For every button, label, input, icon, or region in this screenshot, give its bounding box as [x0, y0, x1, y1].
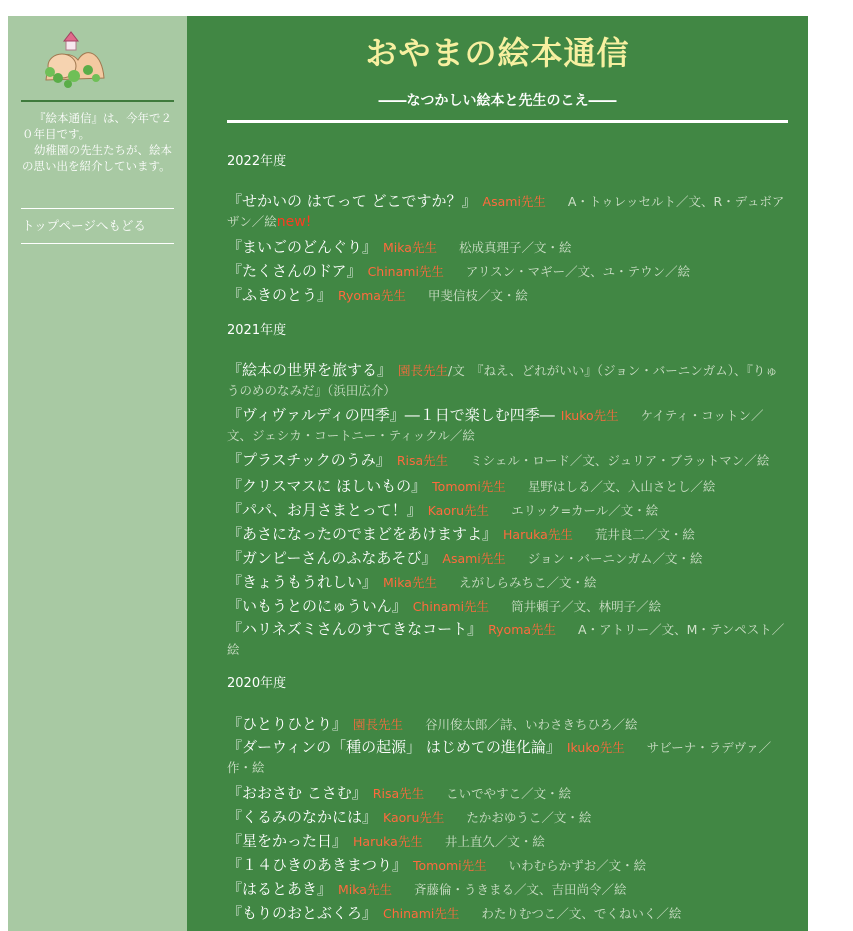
book-author: 荒井良二／文・絵 — [594, 527, 695, 542]
teacher-name: Chinami先生 — [367, 264, 444, 279]
book-entry — [227, 360, 787, 401]
book-title: 『ひとりひとり』 — [227, 715, 348, 733]
teacher-name: 園長先生 — [353, 717, 404, 732]
book-title: 『パパ、お月さまとって！』 — [227, 501, 422, 519]
book-author: A・トゥレッセルト／文、R・デュボアザン／絵 — [227, 194, 785, 229]
sidebar-divider — [21, 100, 174, 102]
book-entry — [227, 830, 787, 853]
teacher-name: Ikuko先生 — [566, 740, 625, 755]
book-author: いわむらかずお／文・絵 — [508, 858, 647, 873]
teacher-name: Ikuko先生 — [560, 408, 619, 423]
top-page-link[interactable]: トップページへもどる — [22, 218, 146, 233]
book-entry — [227, 236, 787, 259]
book-title: 『たくさんのドア』 — [227, 262, 362, 280]
book-title: 『１４ひきのあきまつり』 — [227, 856, 408, 874]
book-title: 『ハリネズミさんのすてきなコート』 — [227, 620, 483, 638]
book-author: たかおゆうこ／文・絵 — [466, 810, 592, 825]
sidebar — [8, 16, 187, 931]
book-entry — [227, 854, 787, 877]
book-author: エリック=カール／文・絵 — [511, 503, 659, 518]
book-author: ミシェル・ロード／文、ジュリア・ブラットマン／絵 — [470, 453, 770, 468]
teacher-name: Mika先生 — [383, 240, 437, 255]
book-list — [227, 150, 787, 931]
year-heading: 2020年度 — [227, 676, 287, 691]
book-author: サビーナ・ラデヴァ／作・絵 — [227, 740, 772, 775]
new-badge: new! — [276, 214, 312, 230]
teacher-name: Ryoma先生 — [488, 622, 557, 637]
teacher-name: Risa先生 — [372, 786, 425, 801]
teacher-name: Haruka先生 — [503, 527, 573, 542]
book-entry — [227, 284, 787, 307]
book-author: わたりむつこ／文、でくねいく／絵 — [481, 906, 682, 921]
book-title: 『せかいの はてって どこですか？』 — [227, 192, 477, 210]
teacher-name: Haruka先生 — [353, 834, 423, 849]
book-entry — [227, 571, 787, 594]
book-entry — [227, 878, 787, 901]
book-title: 『くるみのなかには』 — [227, 808, 378, 826]
book-author: 斉藤倫・うきまる／文、吉田尚令／絵 — [413, 882, 627, 897]
hill-house-logo-icon — [38, 26, 110, 90]
teacher-name: Asami先生 — [442, 551, 506, 566]
book-title: 『おおさむ こさむ』 — [227, 784, 367, 802]
book-entry — [227, 191, 787, 232]
book-title: 『星をかった日』 — [227, 832, 348, 850]
book-entry — [227, 619, 787, 660]
intro-line-2: 幼稚園の先生たちが、絵本の思い出を紹介しています。 — [22, 143, 172, 173]
book-title: 『あさになったのでまどをあけますよ』 — [227, 525, 498, 543]
book-author: 星野はしる／文、入山さとし／絵 — [527, 479, 716, 494]
book-entry — [227, 499, 787, 522]
year-section — [227, 319, 787, 660]
book-title: 『プラスチックのうみ』 — [227, 451, 391, 469]
year-heading: 2021年度 — [227, 323, 287, 338]
book-title: 『まいごのどんぐり』 — [227, 238, 378, 256]
book-author: こいでやすこ／文・絵 — [446, 786, 572, 801]
book-author: /文 『ねえ、どれがいい』（ジョン・バーニンガム）、『りゅうのめのなみだ』（浜田広介） — [227, 363, 778, 398]
book-title: 『ヴィヴァルディの四季』―１日で楽しむ四季― — [227, 406, 555, 424]
teacher-name: Kaoru先生 — [427, 503, 490, 518]
teacher-name: Asami先生 — [482, 194, 546, 209]
book-title: 『ダーウィンの「種の起源」 はじめての進化論』 — [227, 738, 561, 756]
teacher-name: Chinami先生 — [383, 906, 460, 921]
book-author: 筒井頼子／文、林明子／絵 — [511, 599, 662, 614]
header-divider — [227, 120, 788, 123]
teacher-name: Chinami先生 — [412, 599, 490, 614]
book-title: 『ガンピーさんのふなあそび』 — [227, 549, 437, 567]
sidebar-divider — [21, 208, 174, 209]
book-entry — [227, 806, 787, 829]
teacher-name: Mika先生 — [338, 882, 392, 897]
book-title: 『きょうもうれしい』 — [227, 573, 378, 591]
page-subtitle: ――なつかしい絵本と先生のこえ―― — [378, 93, 617, 109]
book-entry — [227, 475, 787, 498]
teacher-name: Tomomi先生 — [432, 479, 506, 494]
teacher-name: Mika先生 — [383, 575, 437, 590]
book-entry — [227, 782, 787, 805]
book-author: ケイティ・コットン／文、ジェシカ・コートニー・ティックル／絵 — [227, 408, 764, 443]
year-heading: 2022年度 — [227, 154, 287, 169]
book-author: 甲斐信枝／文・絵 — [427, 288, 528, 303]
book-author: A・アトリー／文、M・テンペスト／絵 — [227, 622, 785, 657]
year-section — [227, 150, 787, 307]
book-title: 『絵本の世界を旅する』 — [227, 361, 393, 379]
teacher-name: Ryoma先生 — [338, 288, 406, 303]
intro-line-1: 『絵本通信』は、今年で２０年目です。 — [22, 111, 172, 141]
main-content — [187, 16, 808, 931]
book-entry — [227, 547, 787, 570]
book-title: 『はるとあき』 — [227, 880, 333, 898]
book-entry — [227, 595, 787, 618]
book-entry — [227, 737, 787, 778]
page-title: おやまの絵本通信 — [365, 34, 630, 72]
teacher-name: Kaoru先生 — [383, 810, 445, 825]
sidebar-divider — [21, 243, 174, 244]
book-title: 『クリスマスに ほしいもの』 — [227, 477, 427, 495]
book-entry — [227, 405, 787, 446]
book-entry — [227, 523, 787, 546]
teacher-name: Risa先生 — [396, 453, 449, 468]
teacher-name: 園長先生 — [398, 363, 449, 378]
book-entry — [227, 260, 787, 283]
book-entry — [227, 450, 787, 471]
book-entry — [227, 713, 787, 736]
page — [8, 16, 808, 931]
sidebar-intro — [22, 110, 174, 174]
book-author: 谷川俊太郎／詩、いわさきちひろ／絵 — [425, 717, 638, 732]
teacher-name: Tomomi先生 — [413, 858, 487, 873]
book-title: 『もりのおとぶくろ』 — [227, 904, 378, 922]
book-author: ジョン・バーニンガム／文・絵 — [527, 551, 703, 566]
year-section — [227, 672, 787, 925]
book-author: えがしらみちこ／文・絵 — [458, 575, 597, 590]
book-author: 松成真理子／文・絵 — [458, 240, 572, 255]
book-author: 井上直久／文・絵 — [444, 834, 545, 849]
book-title: 『いもうとのにゅういん』 — [227, 597, 407, 615]
book-author: アリスン・マギー／文、ユ・テウン／絵 — [465, 264, 691, 279]
book-title: 『ふきのとう』 — [227, 286, 333, 304]
book-entry — [227, 902, 787, 925]
